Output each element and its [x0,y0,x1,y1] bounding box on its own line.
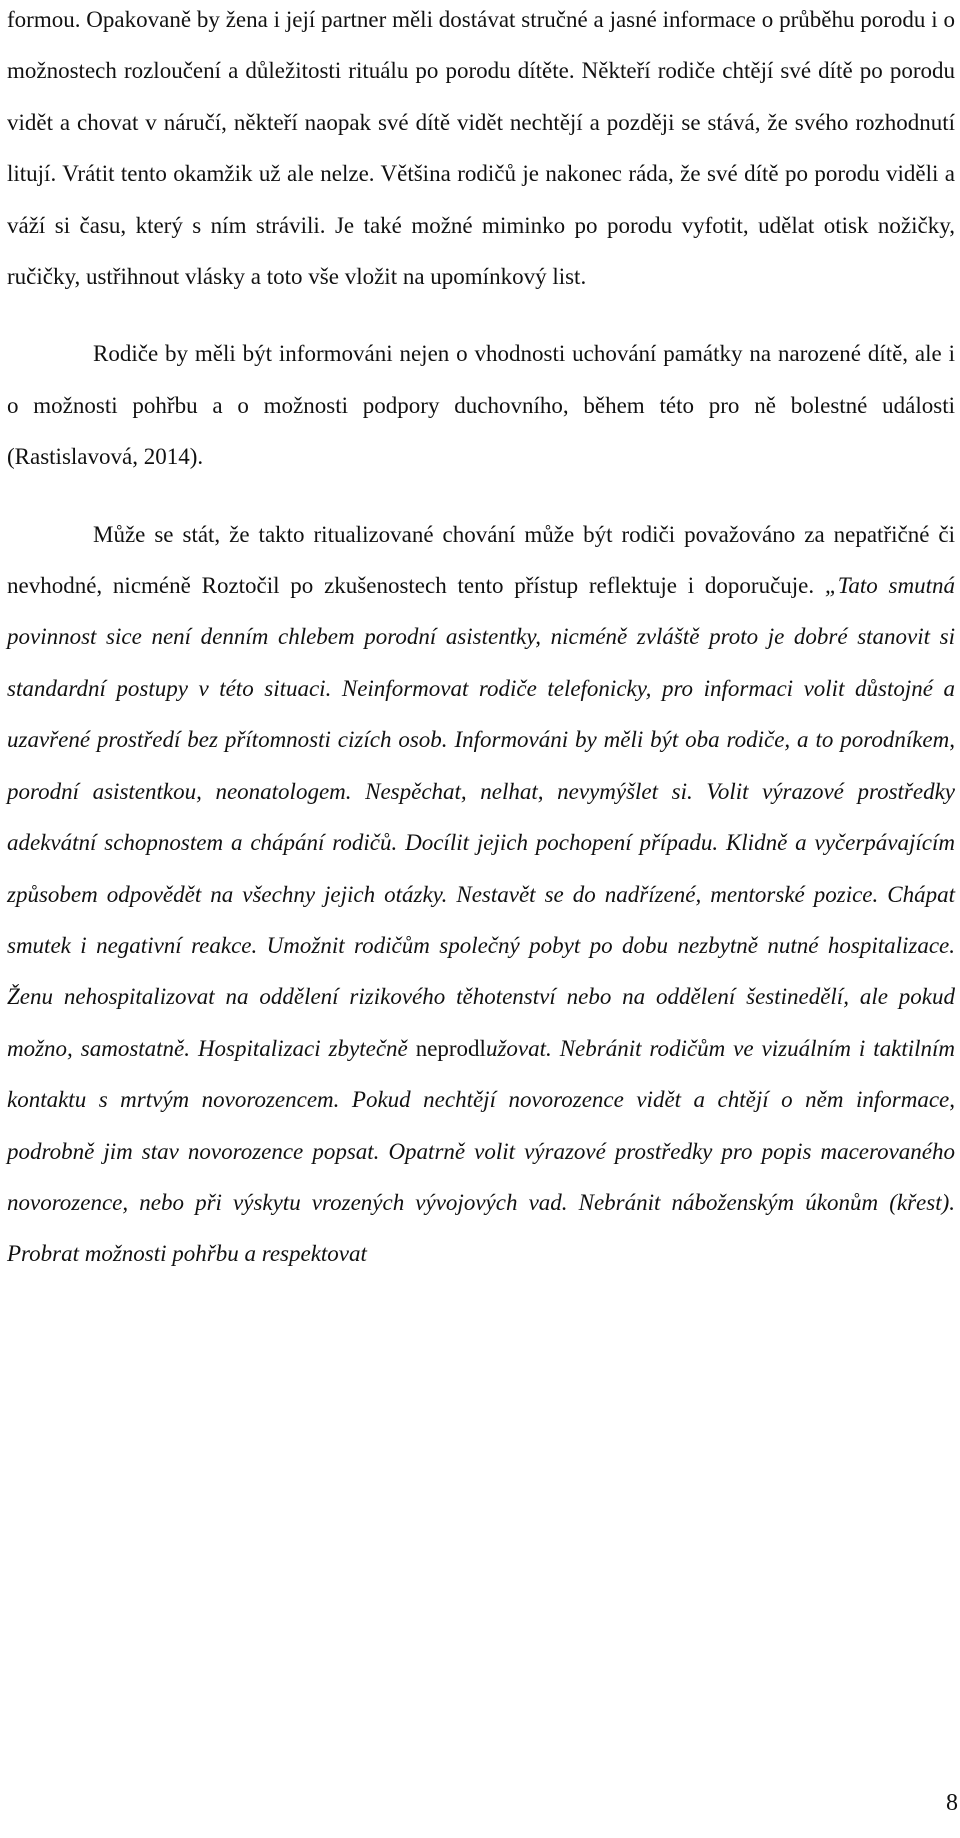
quote-upright-fragment: neprodl [415,1035,486,1061]
paragraph-2: Rodiče by měli být informováni nejen o vhodnosti uchování památky na narozené dítě, ale i o možnosti pohřbu a o možnosti podpory duchovního, během této pro ně bolestné události (Rastislavová, 2014). [7,341,955,470]
paragraph-3 [7,509,955,1280]
paragraph-1: formou. Opakovaně by žena i její partner měli dostávat stručné a jasné informace o průběhu porodu i o možnostech rozloučení a důležitosti rituálu po porodu dítěte. Někteří rodiče chtějí své dítě po porodu vidět a chovat v náručí, někteří naopak své dítě vidět nechtějí a později se stává, že svého rozhodnutí litují. Vrátit tento okamžik už ale nelze. Většina rodičů je nakonec ráda, že své dítě po porodu viděli a váží si času, který s ním strávili. Je také možné miminko po porodu vyfotit, udělat otisk nožičky, ručičky, ustřihnout vlásky a toto vše vložit na upomínkový list. [7,7,955,290]
paragraph-3-intro: Může se stát, že takto ritualizované chování může být rodiči považováno za nepatřičné či nevhodné, nicméně Roztočil po zkušenostech tento přístup reflektuje i doporučuje. [7,521,955,599]
quote-part-b: užovat. Nebránit rodičům ve vizuálním i taktilním kontaktu s mrtvým novorozencem. Pokud nechtějí novorozence vidět a chtějí o něm informace, podrobně jim stav novorozence popsat. Opatrně volit výrazové prostředky pro popis macerovaného novorozence, nebo při výskytu vrozených vývojových vad. Nebránit náboženským úkonům (křest). Probrat možnosti pohřbu a respektovat [7,1035,956,1267]
quote-part-a: „Tato smutná povinnost sice není denním chlebem porodní asistentky, nicméně zvláště proto je dobré stanovit si standardní postupy v této situaci. Neinformovat rodiče telefonicky, pro informaci volit důstojné a uzavřené prostředí bez přítomnosti cizích osob. Informováni by měli být oba rodiče, a to porodníkem, porodní asistentkou, neonatologem. Nespěchat, nelhat, nevymýšlet si. Volit výrazové prostředky adekvátní schopnostem a chápání rodičů. Docílit jejich pochopení případu. Klidně a vyčerpávajícím způsobem odpovědět na všechny jejich otázky. Nestavět se do nadřízené, mentorské pozice. Chápat smutek i negativní reakce. Umožnit rodičům společný pobyt po dobu nezbytně nutné hospitalizace. Ženu nehospitalizovat na oddělení rizikového těhotenství nebo na oddělení šestinedělí, ale pokud možno, samostatně. Hospitalizaci zbytečně [7,573,956,1061]
page-number: 8 [946,1790,958,1816]
body-text [7,0,955,1280]
